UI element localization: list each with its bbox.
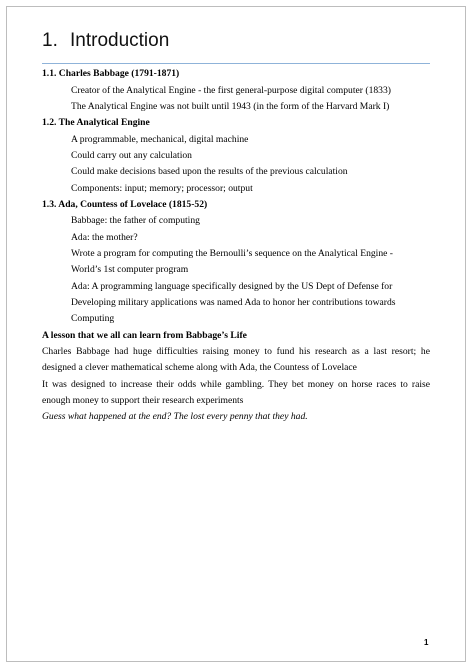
lesson-closing: Guess what happened at the end? The lost every penny that they had.	[42, 411, 308, 422]
list-item: Could make decisions based upon the results of the previous calculation	[71, 166, 348, 177]
list-item: World’s 1st computer program	[71, 264, 189, 275]
lesson-paragraph-line: enough money to support their research experiments	[42, 395, 244, 406]
section-title-1-1: 1.1. Charles Babbage (1791-1871)	[42, 68, 180, 79]
list-item: Ada: A programming language specifically designed by the US Dept of Defense for	[71, 281, 393, 292]
list-item: Computing	[71, 313, 115, 324]
list-item: Ada: the mother?	[71, 232, 138, 243]
lesson-paragraph-line: Charles Babbage had huge difficulties raising money to fund his research as a last resort; he	[42, 346, 430, 357]
list-item: Wrote a program for computing the Bernoulli’s sequence on the Analytical Engine -	[71, 248, 393, 259]
list-item: Developing military applications was named Ada to honor her contributions towards	[71, 297, 396, 308]
list-item: The Analytical Engine was not built until 1943 (in the form of the Harvard Mark I)	[71, 101, 390, 112]
lesson-paragraph-line: It was designed to increase their odds while gambling. They bet money on horse races to raise	[42, 379, 430, 390]
list-item: Creator of the Analytical Engine - the first general-purpose digital computer (1833)	[71, 85, 391, 96]
lesson-paragraph-line: designed a clever mathematical scheme along with Ada, the Countess of Lovelace	[42, 362, 357, 373]
lesson-title: A lesson that we all can learn from Babbage’s Life	[42, 330, 247, 341]
list-item: A programmable, mechanical, digital machine	[71, 134, 249, 145]
section-title-1-3: 1.3. Ada, Countess of Lovelace (1815-52)	[42, 199, 208, 210]
section-title-1-2: 1.2. The Analytical Engine	[42, 117, 150, 128]
list-item: Components: input; memory; processor; output	[71, 183, 253, 194]
chapter-title: Introduction	[70, 30, 170, 51]
chapter-number: 1.	[42, 30, 58, 51]
chapter-heading	[42, 30, 169, 52]
list-item: Could carry out any calculation	[71, 150, 192, 161]
list-item: Babbage: the father of computing	[71, 215, 200, 226]
page-number: 1	[424, 638, 429, 647]
heading-rule	[42, 63, 430, 64]
